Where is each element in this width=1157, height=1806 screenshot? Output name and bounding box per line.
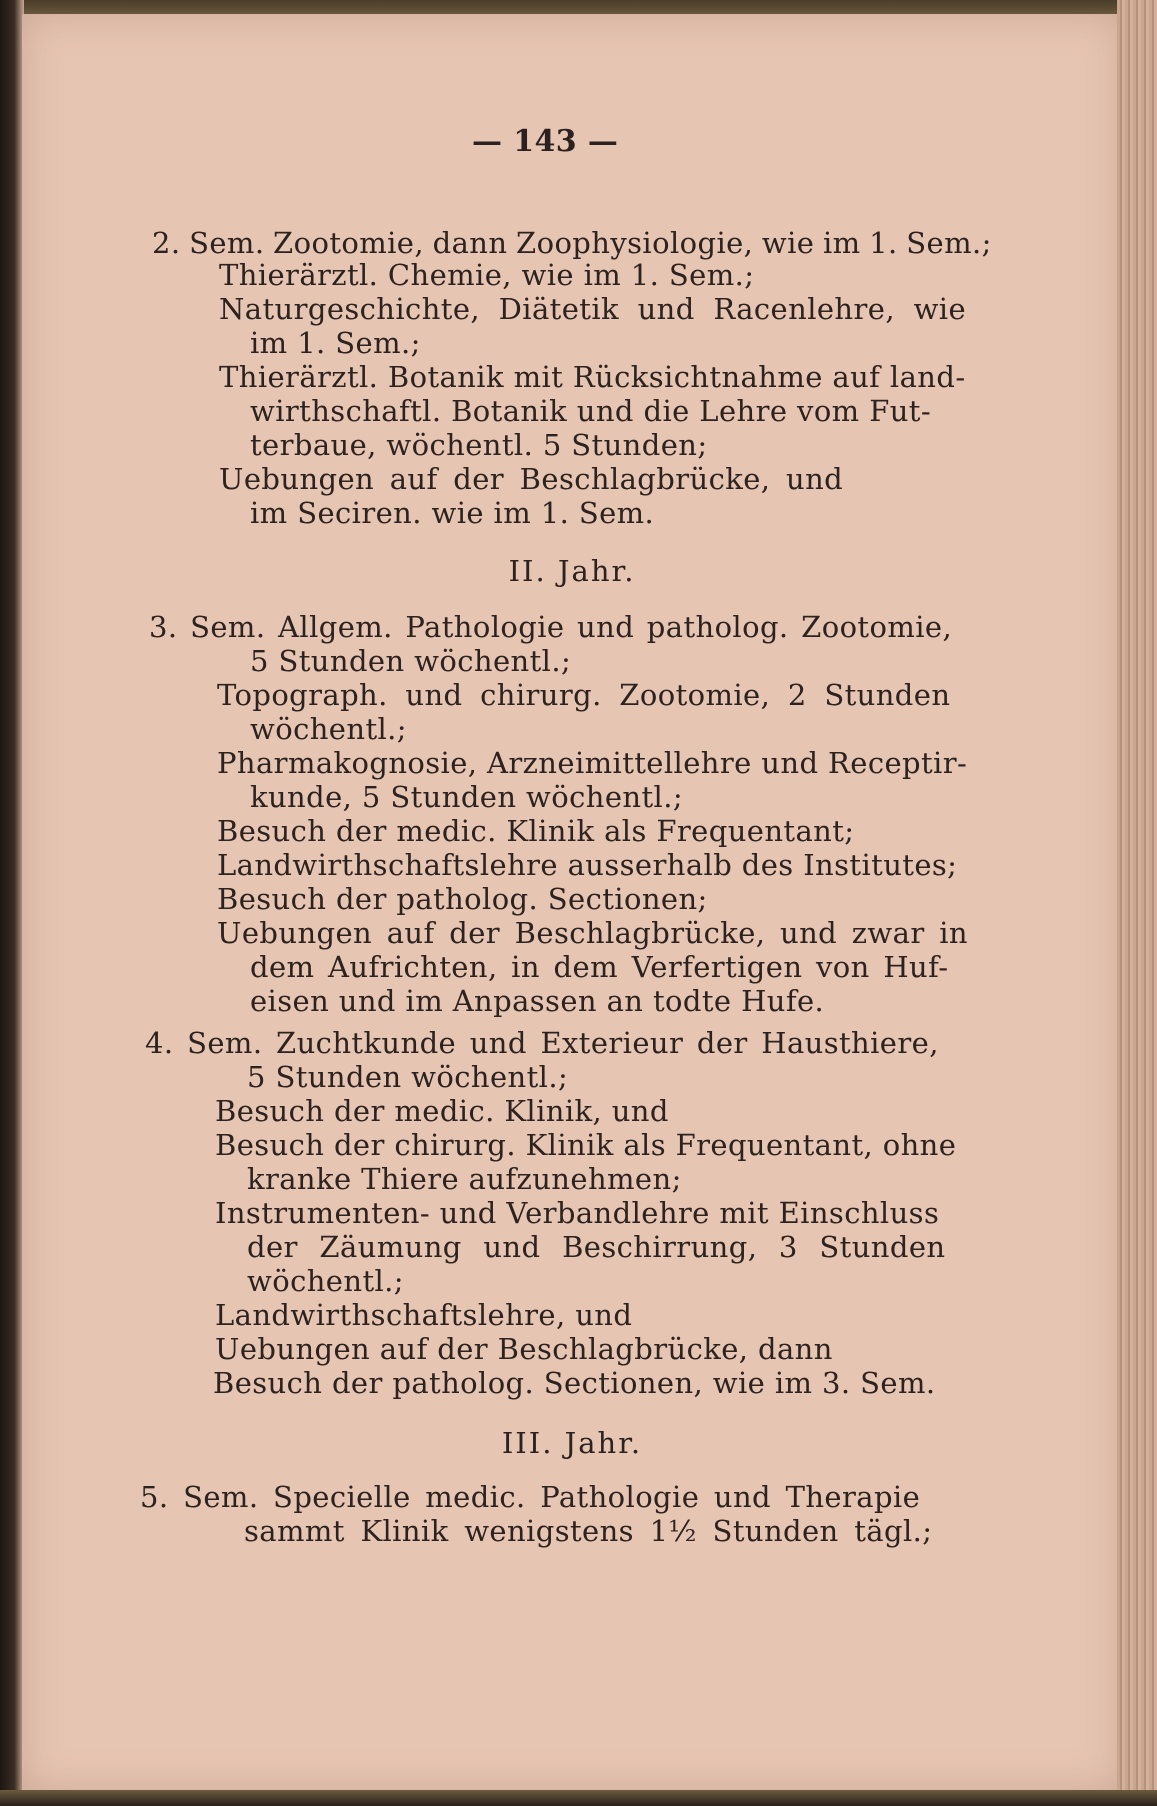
sem4-line-6: Instrumenten- und Verbandlehre mit Einschluss xyxy=(215,1196,940,1230)
sem3-line-4: wöchentl.; xyxy=(250,712,407,746)
sem4-line-4: Besuch der chirurg. Klinik als Frequentant, ohne xyxy=(215,1128,957,1162)
sem3-line-1: 3. Sem. Allgem. Pathologie und patholog. Zootomie, xyxy=(149,610,953,644)
sem4-line-8: wöchentl.; xyxy=(247,1264,404,1298)
sem2-line-2: Thierärztl. Chemie, wie im 1. Sem.; xyxy=(219,258,755,292)
sem3-line-5: Pharmakognosie, Arzneimittellehre und Receptir- xyxy=(217,746,968,780)
sem2-line-7: terbaue, wöchentl. 5 Stunden; xyxy=(250,428,708,462)
sem2-line-5: Thierärztl. Botanik mit Rücksichtnahme auf land- xyxy=(219,360,966,394)
sem4-line-2: 5 Stunden wöchentl.; xyxy=(247,1060,569,1094)
sem4-line-10: Uebungen auf der Beschlagbrücke, dann xyxy=(215,1332,833,1366)
sem2-line-8: Uebungen auf der Beschlagbrücke, und xyxy=(219,462,844,496)
sem4-line-9: Landwirthschaftslehre, und xyxy=(215,1298,633,1332)
sem2-line-4: im 1. Sem.; xyxy=(250,326,421,360)
sem4-line-3: Besuch der medic. Klinik, und xyxy=(215,1094,669,1128)
sem3-line-3: Topograph. und chirurg. Zootomie, 2 Stunden xyxy=(217,678,951,712)
sem2-line-1: 2. Sem. Zootomie, dann Zoophysiologie, wie im 1. Sem.; xyxy=(152,226,992,260)
sem3-line-10: Uebungen auf der Beschlagbrücke, und zwar in xyxy=(217,916,968,950)
book-spine-edge xyxy=(0,0,24,1806)
book-page xyxy=(22,14,1122,1792)
sem2-line-9: im Seciren. wie im 1. Sem. xyxy=(250,496,655,530)
heading-year-2: II. Jahr. xyxy=(508,554,636,588)
sem4-line-5: kranke Thiere aufzunehmen; xyxy=(247,1162,682,1196)
book-bottom-edge xyxy=(0,1790,1157,1806)
sem3-line-2: 5 Stunden wöchentl.; xyxy=(250,644,572,678)
heading-year-3: III. Jahr. xyxy=(501,1426,643,1460)
sem3-line-9: Besuch der patholog. Sectionen; xyxy=(217,882,708,916)
book-fore-edge xyxy=(1117,0,1157,1806)
sem3-line-6: kunde, 5 Stunden wöchentl.; xyxy=(250,780,684,814)
sem4-line-1: 4. Sem. Zuchtkunde und Exterieur der Hausthiere, xyxy=(145,1026,939,1060)
sem5-line-1: 5. Sem. Specielle medic. Pathologie und Therapie xyxy=(140,1480,921,1514)
sem4-line-11: Besuch der patholog. Sectionen, wie im 3. Sem. xyxy=(213,1366,936,1400)
sem3-line-7: Besuch der medic. Klinik als Frequentant; xyxy=(217,814,855,848)
sem4-line-7: der Zäumung und Beschirrung, 3 Stunden xyxy=(247,1230,946,1264)
page-number: — 143 — xyxy=(472,124,619,159)
sem2-line-3: Naturgeschichte, Diätetik und Racenlehre, wie xyxy=(219,292,967,326)
sem2-line-6: wirthschaftl. Botanik und die Lehre vom Fut- xyxy=(250,394,932,428)
sem3-line-11: dem Aufrichten, in dem Verfertigen von Huf- xyxy=(250,950,949,984)
sem3-line-12: eisen und im Anpassen an todte Hufe. xyxy=(250,984,825,1018)
sem5-line-2: sammt Klinik wenigstens 1½ Stunden tägl.; xyxy=(244,1514,933,1548)
sem3-line-8: Landwirthschaftslehre ausserhalb des Institutes; xyxy=(217,848,958,882)
